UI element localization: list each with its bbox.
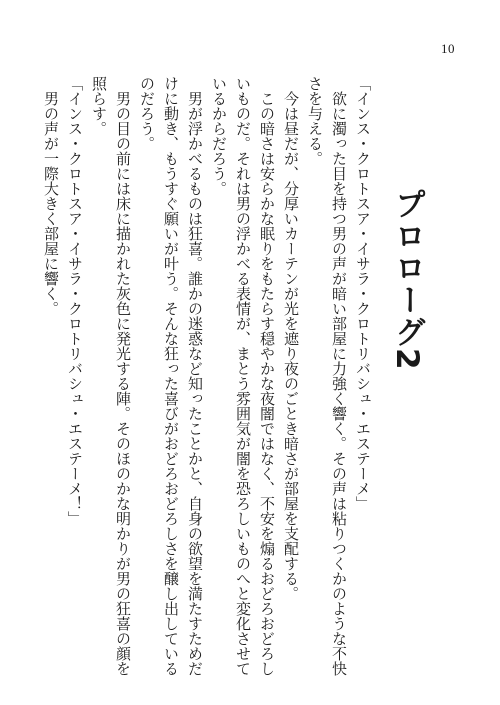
text-line: 欲に濁った目を持つ男の声が暗い部屋に力強く響く。その声は粘りつくかのような不快 xyxy=(330,76,348,676)
text-line: 男が浮かべるものは狂喜。誰かの迷惑など知ったことかと、自身の欲望を満たすためだ xyxy=(186,76,204,676)
text-line: いるからだろう。 xyxy=(210,76,228,196)
text-line: 「インス・クロトスア・イサラ・クロトリバシュ・エステーメ」 xyxy=(354,76,372,511)
text-line: いものだ。それは男の浮かべる表情が、まとう雰囲気が闇を恐ろしいものへと変化させて xyxy=(234,76,252,676)
text-line: けに動き、もうすぐ願いが叶う。そんな狂った喜びがおどろおどろしさを醸し出している xyxy=(162,76,180,676)
page-number: 10 xyxy=(441,41,455,56)
text-line: 今は昼だが、分厚いカーテンが光を遮り夜のごとき暗さが部屋を支配する。 xyxy=(282,76,300,601)
body-text xyxy=(42,76,375,676)
text-line: さを与える。 xyxy=(306,76,324,166)
text-line: この暗さは安らかな眠りをもたらす穏やかな夜闇ではなく、不安を煽るおどろおどろし xyxy=(258,76,276,676)
text-line: 「インス・クロトスア・イサラ・クロトリバシュ・エステーメ！」 xyxy=(66,76,84,526)
text-line: 男の声が一際大きく部屋に響く。 xyxy=(42,76,60,316)
chapter-title: プロローグ2 xyxy=(389,188,425,371)
text-line: 男の目の前には床に描かれた灰色に発光する陣。そのほのかな明かりが男の狂喜の顔を xyxy=(114,76,132,676)
text-line: 照らす。 xyxy=(90,76,108,136)
text-line: のだろう。 xyxy=(138,76,156,151)
